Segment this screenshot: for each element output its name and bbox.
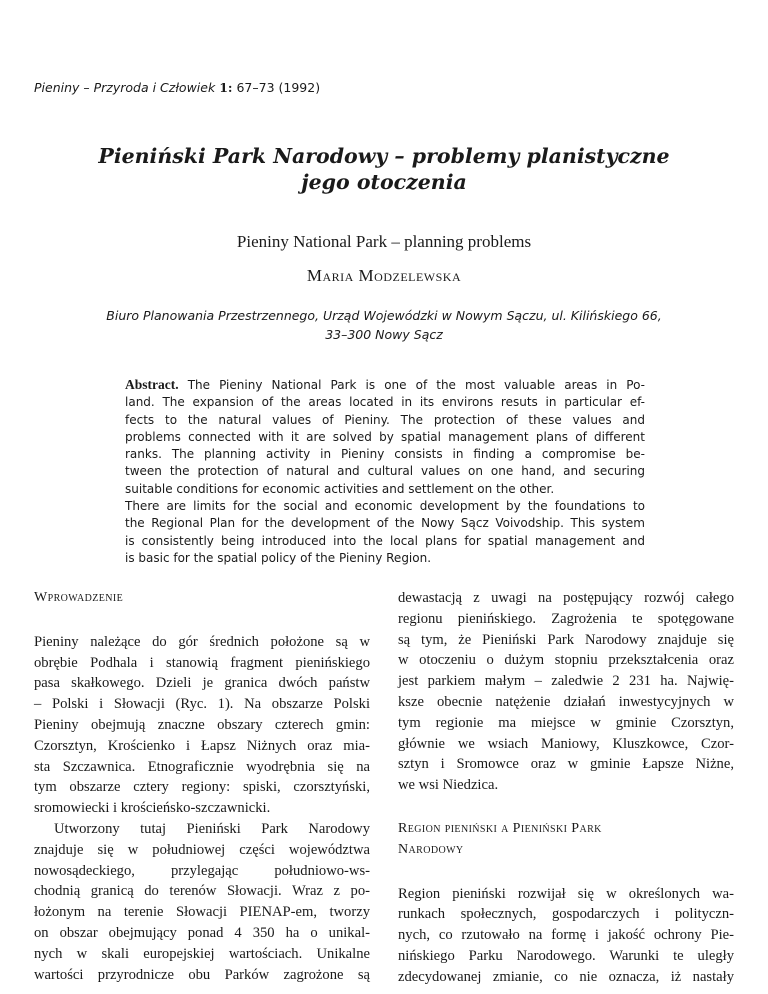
body-line: są tym, że Pieniński Park Narodowy znajduje się <box>398 631 734 648</box>
heading-line: Region pieniński a Pieniński Park <box>398 820 602 836</box>
body-line: w otoczeniu o dużym stopniu przekształcenia oraz <box>398 652 734 669</box>
body-line: runkach społecznych, gospodarczych i polityczn- <box>398 906 734 923</box>
spacer <box>34 609 370 632</box>
abstract-line: is consistently being introduced into the local plans for spatial management and <box>125 533 645 548</box>
body-line: pasa skałkowego. Dzieli je granica dwóch państw <box>34 675 370 692</box>
english-subtitle: Pieniny National Park – planning problems <box>236 232 532 251</box>
abstract <box>125 376 645 567</box>
abstract-line: fects to the natural values of Pieniny. The protection of these values and <box>125 412 645 427</box>
heading-line: Narodowy <box>398 841 464 857</box>
paragraph <box>398 884 734 988</box>
affiliation <box>60 306 708 344</box>
abstract-line: The Pieniny National Park is one of the most valuable areas in Po- <box>187 378 645 392</box>
body-line: Czorsztyn, Krościenko i Łapsz Niżnych oraz mia- <box>34 737 370 754</box>
abstract-line: tween the protection of natural and cultural values on one hand, and securing <box>125 464 645 479</box>
section-heading-introduction <box>34 588 370 609</box>
journal-name: Pieniny – Przyroda i Człowiek <box>34 80 216 95</box>
body-line: chodnią granicą do terenów Słowacji. Wraz z po- <box>34 883 370 900</box>
abstract-label: Abstract. <box>125 377 179 392</box>
abstract-line: is basic for the spatial policy of the Pieniny Region. <box>125 550 432 565</box>
body-line: tym regionie ma miejsce w gminie Czorsztyn, <box>398 714 734 731</box>
abstract-first-line <box>125 376 645 394</box>
paragraph <box>398 588 734 796</box>
body-line: regionu pienińskiego. Zagrożenia te spotęgowane <box>398 610 734 627</box>
body-line: łożonym na terenie Słowacji PIENAP-em, tworzy <box>34 904 370 921</box>
body-line: – Polski i Słowacji (Ryc. 1). Na obszarze Polski <box>34 696 370 713</box>
body-line: sta Szczawnica. Etnograficznie wyodrębnia się na <box>34 758 370 775</box>
body-line: on obszar obejmujący ponad 4 350 ha o unikal- <box>34 924 370 941</box>
abstract-line: the Regional Plan for the development of the Nowy Sącz Voivodship. This system <box>125 516 645 531</box>
spacer <box>398 861 734 884</box>
body-line: nych w skali europejskiej wartościach. Unikalne <box>34 945 370 962</box>
body-line: we wsi Niedzica. <box>398 777 499 794</box>
section-heading-region <box>398 819 734 861</box>
abstract-line: ranks. The planning activity in Pieniny consists in finding a compromise be- <box>125 447 645 462</box>
body-line: nińskiego Parku Narodowego. Warunki te uległy <box>398 947 734 964</box>
body-line: Pieniny obejmują znaczne obszary czterech gmin: <box>34 716 370 733</box>
article-title <box>60 143 708 195</box>
journal-pages: 67–73 (1992) <box>236 80 321 95</box>
body-line: głównie we wsiach Maniowy, Kluszkowce, Czor- <box>398 735 734 752</box>
body-line: tym obszarze cztery regiony: spiski, czorsztyński, <box>34 779 370 796</box>
affiliation-line: Biuro Planowania Przestrzennego, Urząd Wojewódzki w Nowym Sączu, ul. Kilińskiego 66, <box>106 308 662 323</box>
body-line: znajduje się w południowej części województwa <box>34 841 370 858</box>
body-line: sztyn i Sromowce oraz w gminie Łapsze Niżne, <box>398 756 734 773</box>
body-line: nych, co rzutowało na formę i jakość ochrony Pie- <box>398 927 734 944</box>
left-column <box>34 588 370 985</box>
paragraph <box>34 632 370 819</box>
right-column <box>398 588 734 988</box>
author-name: Maria Modzelewska <box>306 266 462 285</box>
body-line: zdecydowanej zmianie, co nie oznacza, iż nastały <box>398 968 734 985</box>
abstract-line: There are limits for the social and economic development by the foundations to <box>125 499 645 514</box>
abstract-line: land. The expansion of the areas located in its environs resuts in particular ef- <box>125 395 645 410</box>
journal-citation <box>34 80 320 95</box>
journal-volume: 1: <box>219 80 233 95</box>
heading-text: Wprowadzenie <box>34 590 124 605</box>
title-line: jego otoczenia <box>301 170 467 194</box>
paragraph <box>34 819 370 985</box>
affiliation-line: 33–300 Nowy Sącz <box>325 327 443 342</box>
spacer <box>398 796 734 819</box>
body-line: dewastacją z uwagi na postępujący rozwój całego <box>398 590 734 606</box>
body-line: nowosądeckiego, przylegając południowo-ws- <box>34 862 370 879</box>
body-line: wartości przyrodnicze obu Parków zagrożone są <box>34 966 370 983</box>
abstract-line: problems connected with it are solved by spatial management plans of different <box>125 429 645 444</box>
abstract-line: suitable conditions for economic activities and settlement on the other. <box>125 481 555 496</box>
body-line: jest parkiem małym – zaledwie 2 231 ha. Najwię- <box>398 673 734 690</box>
title-line: Pieniński Park Narodowy – problemy planistyczne <box>98 144 670 168</box>
body-line: Utworzony tutaj Pieniński Park Narodowy <box>54 820 370 837</box>
body-line: Region pieniński rozwijał się w określonych wa- <box>398 885 734 902</box>
body-line: ksze obecnie natężenie działań inwestycyjnych w <box>398 693 734 710</box>
body-line: obrębie Podhala i stanowią fragment pienińskiego <box>34 654 370 671</box>
body-line: Pieniny należące do gór średnich położone są w <box>34 633 370 650</box>
body-line: sromowiecki i krościeńsko-szczawnicki. <box>34 800 271 817</box>
